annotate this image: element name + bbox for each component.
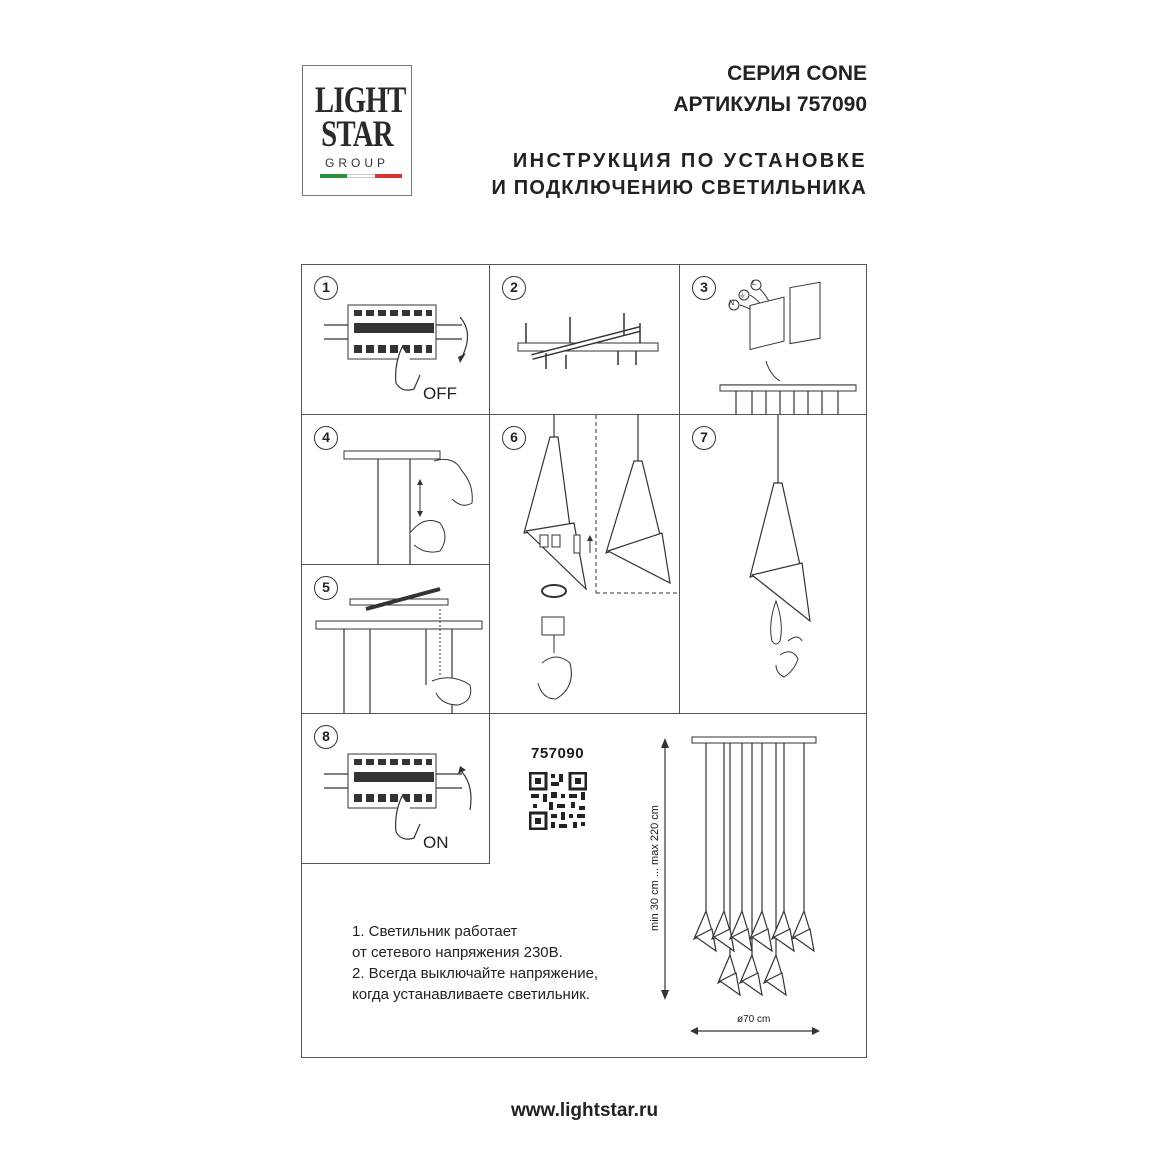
instruction-title-line1: ИНСТРУКЦИЯ ПО УСТАНОВКЕ [512,150,867,172]
step-number: 8 [314,725,338,749]
safety-notes [352,921,598,1005]
logo-word-star: STAR [321,114,393,155]
shade-assembly-illustration [490,415,681,715]
step-6-panel [489,414,680,714]
diameter-label: ø70 cm [737,1014,771,1025]
wire-label-n: N [729,300,735,307]
wire-label-l: L [752,280,756,287]
note-line: от сетевого напряжения 230В. [352,944,563,961]
step-number: 7 [692,426,716,450]
bulb-install-illustration [680,415,868,715]
step-number: 6 [502,426,526,450]
italian-flag-stripe [320,174,402,178]
off-label: OFF [423,384,457,403]
note-line: 2. Всегда выключайте напряжение, [352,965,599,982]
on-label: ON [423,833,449,852]
article-number: АРТИКУЛЫ 757090 [673,93,867,116]
brand-logo [302,65,412,196]
canopy-fixing-illustration [302,565,491,715]
step-3-panel [679,264,867,415]
logo-word-group: GROUP [324,156,389,170]
wire-label-earth: ⏚ [739,292,746,299]
series-title: СЕРИЯ CONE [727,62,867,85]
circuit-breaker-off-illustration [302,265,491,416]
logo-word-light: LIGHT [314,80,406,121]
mounting-bracket-illustration [490,265,681,416]
chandelier-dimension-drawing [690,735,820,1005]
step-2-panel [489,264,680,415]
note-line: 1. Светильник работает [352,923,518,940]
note-line: когда устанавливаете светильник. [352,986,590,1003]
model-number: 757090 [531,745,585,762]
step-number: 5 [314,576,338,600]
step-1-panel [301,264,490,415]
step-number: 2 [502,276,526,300]
step-number: 4 [314,426,338,450]
circuit-breaker-on-illustration [302,714,491,865]
qr-code [529,772,587,830]
website-link[interactable]: www.lightstar.ru [510,1100,659,1121]
instruction-title-line2: И ПОДКЛЮЧЕНИЮ СВЕТИЛЬНИКА [491,177,867,199]
step-number: 3 [692,276,716,300]
step-7-panel [679,414,867,714]
height-range-label: min 30 cm ... max 220 cm [649,805,661,931]
step-8-panel [301,713,490,864]
wiring-connection-illustration [680,265,868,416]
step-number: 1 [314,276,338,300]
width-dimension-line [690,1026,820,1036]
cable-adjust-illustration [302,415,491,566]
step-4-panel [301,414,490,565]
step-5-panel [301,564,490,714]
